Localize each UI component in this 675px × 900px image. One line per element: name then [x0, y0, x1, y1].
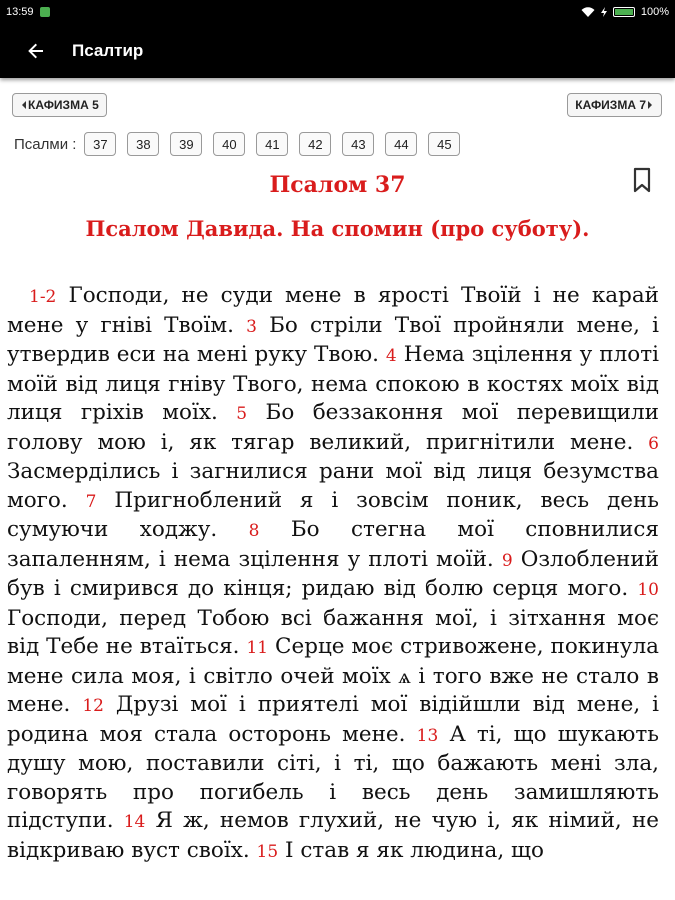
psalm-button-44[interactable]: 44: [385, 132, 417, 156]
wifi-icon: [581, 7, 595, 18]
verse-text: Серце моє стривожене, покинула мене сила моя, і світло очей моїх ѧ і того вже не стало в мене.: [7, 634, 659, 717]
back-button[interactable]: [22, 37, 50, 65]
psalm-button-43[interactable]: 43: [342, 132, 374, 156]
verse-number: 15: [256, 841, 279, 862]
app-title: Псалтир: [72, 41, 144, 60]
verse-number: 14: [123, 812, 146, 832]
prev-kathisma-label: КАФИЗМА 5: [28, 98, 99, 112]
verse-number: 12: [82, 696, 104, 716]
verse-text: І став я як людина, що: [285, 837, 544, 863]
verse-number: 7: [85, 491, 97, 512]
verse-text: Бо стріли Твої пройняли мене, і утвердив еси на мені руку Твою.: [7, 312, 659, 367]
psalm-button-37[interactable]: 37: [84, 132, 116, 156]
psalm-text: [7, 282, 659, 866]
verse-text: Бо беззаконня мої перевищили голову мою і, як тягар великий, пригнітили мене.: [7, 400, 659, 455]
verse-text: Озлоблений був і смирився до кінця; ридаю від болю серця мого.: [7, 546, 659, 601]
status-bar: [0, 0, 675, 24]
verse-text: Господи, не суди мене в ярості Твоїй і не карай мене у гніві Твоїм.: [7, 283, 659, 338]
notification-icon: [40, 7, 50, 17]
chevron-left-icon: [20, 100, 28, 110]
verse-text: А ті, що шукають душу мою, поставили сіті, і ті, що бажають мені зла, говорять про погибель і весь день замишляють підступи.: [7, 721, 659, 833]
verse-number: 8: [248, 521, 260, 541]
verse-number: 1-2: [29, 287, 57, 307]
verse-text: Пригноблений я і зовсім поник, весь день сумуючи ходжу.: [7, 487, 659, 542]
battery-percent: 100%: [640, 6, 669, 18]
verse-number: 9: [501, 550, 513, 571]
verse-number: 4: [385, 346, 397, 366]
verse-number: 11: [246, 638, 269, 658]
psalm-button-38[interactable]: 38: [127, 132, 159, 156]
verse-text: Друзі мої і приятелі мої відійшли від мене, і родина моя стала осторонь мене.: [7, 692, 659, 747]
verse-text: Нема зцілення у плоті моїй від лиця гніву Твого, нема спокою в костях моїх від лиця гріхів моїх.: [7, 342, 659, 425]
psalm-title: Псалом 37: [269, 172, 406, 198]
status-icons: [581, 0, 669, 24]
verse-text: Засмерділись і загнилися рани мої від лиця безумства мого.: [7, 459, 659, 513]
verse-number: 6: [648, 433, 659, 454]
verse-number: 13: [416, 725, 439, 746]
verse-text: Я ж, немов глухий, не чую і, як німий, не відкриваю вуст своїх.: [7, 808, 659, 863]
verse-text: Бо стегна мої сповнилися запаленням, і нема зцілення у плоті моїй.: [7, 517, 659, 572]
charging-icon: [601, 7, 607, 17]
verse-number: 5: [236, 404, 248, 424]
verse-number: 10: [637, 580, 659, 600]
app-bar: [0, 24, 675, 78]
psalm-button-39[interactable]: 39: [170, 132, 202, 156]
verse-number: 3: [246, 316, 257, 337]
psalm-button-42[interactable]: 42: [299, 132, 331, 156]
psalm-button-41[interactable]: 41: [256, 132, 288, 156]
battery-icon: [613, 7, 635, 17]
prev-kathisma-button[interactable]: [12, 93, 107, 117]
psalm-button-45[interactable]: 45: [428, 132, 460, 156]
chevron-right-icon: [646, 100, 654, 110]
psalm-button-40[interactable]: 40: [213, 132, 245, 156]
psalm-subtitle: Псалом Давида. На спомин (про суботу).: [85, 216, 590, 241]
status-time: 13:59: [6, 6, 34, 18]
psalm-selector: [14, 131, 471, 157]
verse-text: Господи, перед Тобою всі бажання мої, і зітхання моє від Тебе не втаїться.: [7, 605, 659, 659]
psalms-label: Псалми :: [14, 135, 77, 153]
arrow-back-icon: [28, 43, 44, 59]
next-kathisma-label: КАФИЗМА 7: [575, 98, 646, 112]
next-kathisma-button[interactable]: [567, 93, 662, 117]
